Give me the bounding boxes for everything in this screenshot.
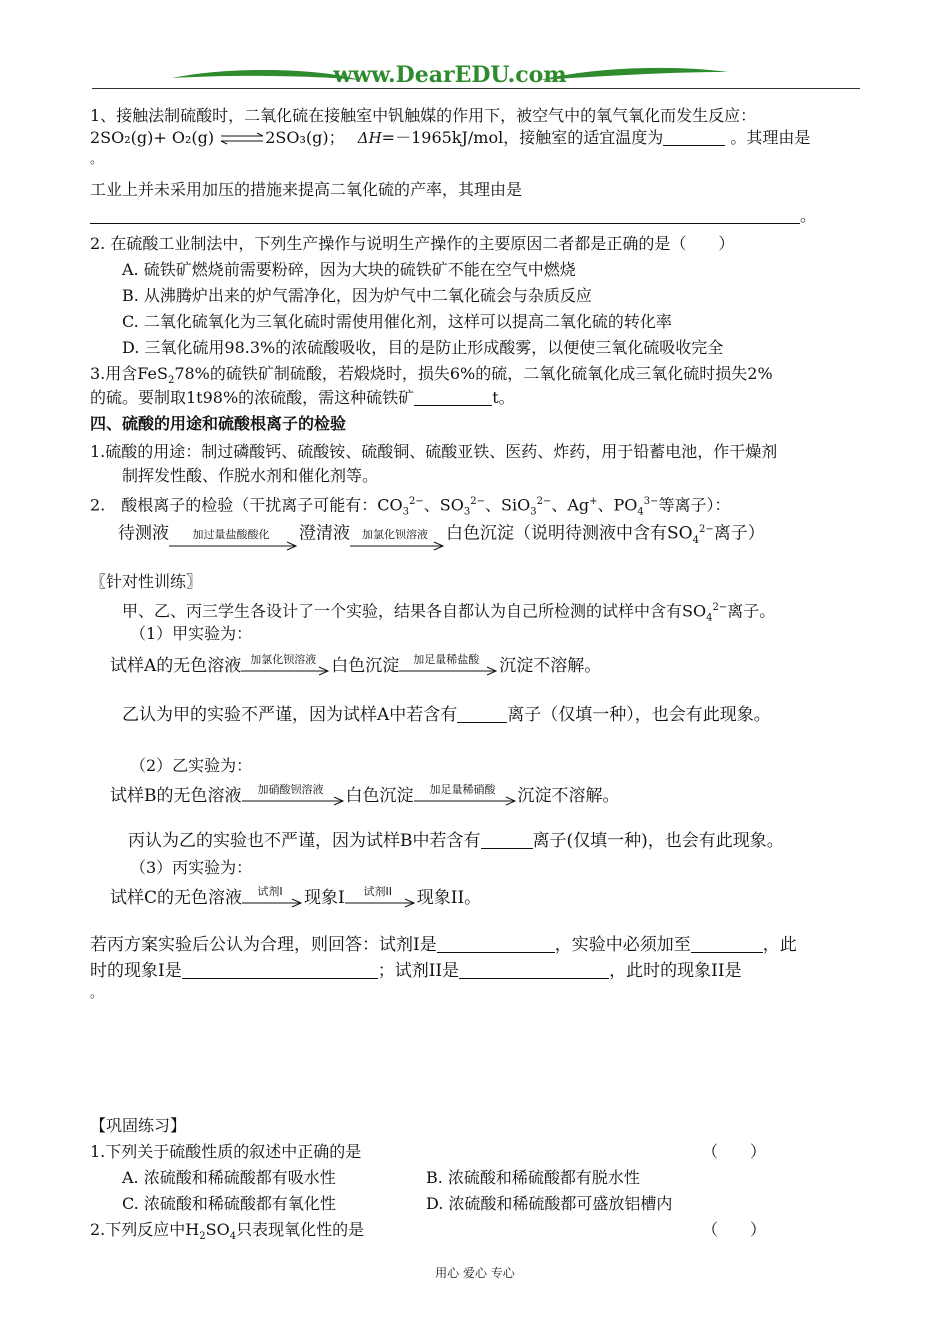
q1-blank-temperature[interactable] [663, 129, 725, 146]
q2-option-a[interactable]: A. 硫铁矿燃烧前需要粉碎，因为大块的硫铁矿不能在空气中燃烧 [122, 260, 576, 279]
q2-option-b[interactable]: B. 从沸腾炉出来的炉气需净化，因为炉气中二氧化硫会与杂质反应 [122, 286, 592, 305]
q2-option-c[interactable]: C. 二氧化硫氧化为三氧化硫时需使用催化剂，这样可以提高二氧化硫的转化率 [122, 312, 672, 331]
practice-q1-option-c[interactable]: C. 浓硫酸和稀硫酸都有氧化性 [122, 1194, 336, 1213]
q1-blank-reason[interactable] [90, 207, 800, 224]
exp-a-arrow1: 加氯化钡溶液 [241, 656, 331, 678]
header-rule [92, 88, 860, 89]
q1-line5: 。 [90, 206, 816, 226]
practice-q2-stem: 2.下列反应中$H_2SO_4$只表现氧化性的是 [90, 1220, 365, 1243]
exp-a-arrow2: 加足量稀盐酸 [399, 656, 499, 678]
practice-q1-option-b[interactable]: B. 浓硫酸和稀硫酸都有脱水性 [426, 1168, 640, 1187]
exp-c-arrow2: 试剂II [345, 888, 417, 910]
exp-b-comment: 丙认为乙的实验也不严谨，因为试样B中若含有 离子(仅填一种)，也会有此现象。 [128, 831, 784, 851]
training-intro: 甲、乙、丙三学生各设计了一个实验，结果各自都认为自己所检测的试样中含有$SO_4^{2-}$离子。 [122, 601, 776, 624]
practice-q2-paren: （ ） [702, 1220, 767, 1239]
exp-c-arrow1: 试剂I [242, 888, 304, 910]
flow-arrow-bacl2: 加氯化钡溶液 [350, 531, 446, 553]
exp-c-blank-amount[interactable] [691, 936, 763, 953]
section4-title: 四、硫酸的用途和硫酸根离子的检验 [90, 414, 347, 433]
practice-title: 【巩固练习】 [90, 1116, 187, 1135]
practice-q1-paren: （ ） [702, 1142, 767, 1161]
exp-c-blank-reagent2[interactable] [459, 962, 609, 979]
exp-a-title: （1）甲实验为： [130, 624, 253, 643]
exp-b-arrow1: 加硝酸钡溶液 [242, 786, 346, 808]
exp-c-blank-phenomenon1[interactable] [182, 962, 378, 979]
training-title: 〖针对性训练〗 [90, 572, 203, 591]
exp-a-comment: 乙认为甲的实验不严谨，因为试样A中若含有 离子（仅填一种），也会有此现象。 [122, 705, 771, 725]
practice-q1-option-a[interactable]: A. 浓硫酸和稀硫酸都有吸水性 [122, 1168, 336, 1187]
exp-b-blank-ion[interactable] [481, 832, 533, 849]
exp-c-final-line1: 若丙方案实验后公认为合理，则回答：试剂I是 ，实验中必须加至 ，此 [90, 935, 797, 955]
q1-line4: 工业上并未采用加压的措施来提高二氧化硫的产率，其理由是 [90, 180, 523, 199]
section4-test-line: 2. 酸根离子的检验（干扰离子可能有：$CO_3^{2-}$、$SO_3^{2-}$、SiO$_3^{2-}$、Ag+、$PO_4^{3-}$等离子）： [90, 495, 731, 518]
site-logo-banner [170, 58, 730, 92]
site-logo-text: www.DearEDU.com [333, 62, 567, 88]
section4-flow: 待测液 加过量盐酸酸化 澄清液 加氯化钡溶液 白色沉淀（说明待测液中含有$SO_4^{2-}$离子） [118, 518, 765, 553]
q1-line3: 。 [90, 152, 104, 167]
exp-a-blank-ion[interactable] [457, 706, 507, 723]
q3-blank-mass[interactable] [414, 389, 492, 406]
q3-line2: 的硫。要制取1t98%的浓硫酸，需这种硫铁矿 t。 [90, 388, 515, 407]
exp-b-title: （2）乙实验为： [130, 756, 253, 775]
exp-c-final-line3: 。 [90, 986, 104, 1001]
exp-b-arrow2: 加足量稀硝酸 [414, 786, 518, 808]
exp-c-title: （3）丙实验为： [130, 858, 253, 877]
exp-b-flow: 试样B的无色溶液 加硝酸钡溶液 白色沉淀 加足量稀硝酸 沉淀不溶解。 [110, 783, 620, 806]
practice-q1-stem: 1.下列关于硫酸性质的叙述中正确的是 [90, 1142, 362, 1161]
exp-c-blank-reagent1[interactable] [437, 936, 555, 953]
equilibrium-arrow-icon [219, 132, 265, 146]
practice-q1-option-d[interactable]: D. 浓硫酸和稀硫酸都可盛放铝槽内 [426, 1194, 673, 1213]
q2-stem: 2. 在硫酸工业制法中，下列生产操作与说明生产操作的主要原因二者都是正确的是（ ） [90, 234, 735, 253]
q1-line2: 2SO₂(g)+ O₂(g) 2SO₃(g)； ΔH=－1965kJ/mol，接触室的适宜温度为 。其理由是 [90, 128, 811, 147]
exp-c-flow: 试样C的无色溶液 试剂I 现象I 试剂II 现象II。 [110, 885, 482, 908]
exp-c-final-line2: 时的现象I是 ；试剂II是 ，此时的现象II是 [90, 961, 742, 981]
flow-arrow-acidify: 加过量盐酸酸化 [169, 531, 299, 553]
q2-option-d[interactable]: D. 三氧化硫用98.3%的浓硫酸吸收，目的是防止形成酸雾，以便使三氧化硫吸收完全 [122, 338, 724, 357]
q3-line1: 3.用含FeS$_2$78%的硫铁矿制硫酸，若煅烧时，损失6%的硫，二氧化硫氧化成三氧化硫时损失2% [90, 364, 773, 387]
page-footer: 用心 爱心 专心 [435, 1266, 515, 1280]
exp-a-flow: 试样A的无色溶液 加氯化钡溶液 白色沉淀 加足量稀盐酸 沉淀不溶解。 [110, 653, 602, 676]
section4-use-line1: 1.硫酸的用途：制过磷酸钙、硫酸铵、硫酸铜、硫酸亚铁、医药、炸药，用于铅蓄电池，作干燥剂 [90, 442, 778, 461]
section4-use-line2: 制挥发性酸、作脱水剂和催化剂等。 [122, 466, 379, 485]
q1-line1: 1、接触法制硫酸时，二氧化硫在接触室中钒触媒的作用下，被空气中的氧气氧化而发生反应： [90, 106, 757, 125]
